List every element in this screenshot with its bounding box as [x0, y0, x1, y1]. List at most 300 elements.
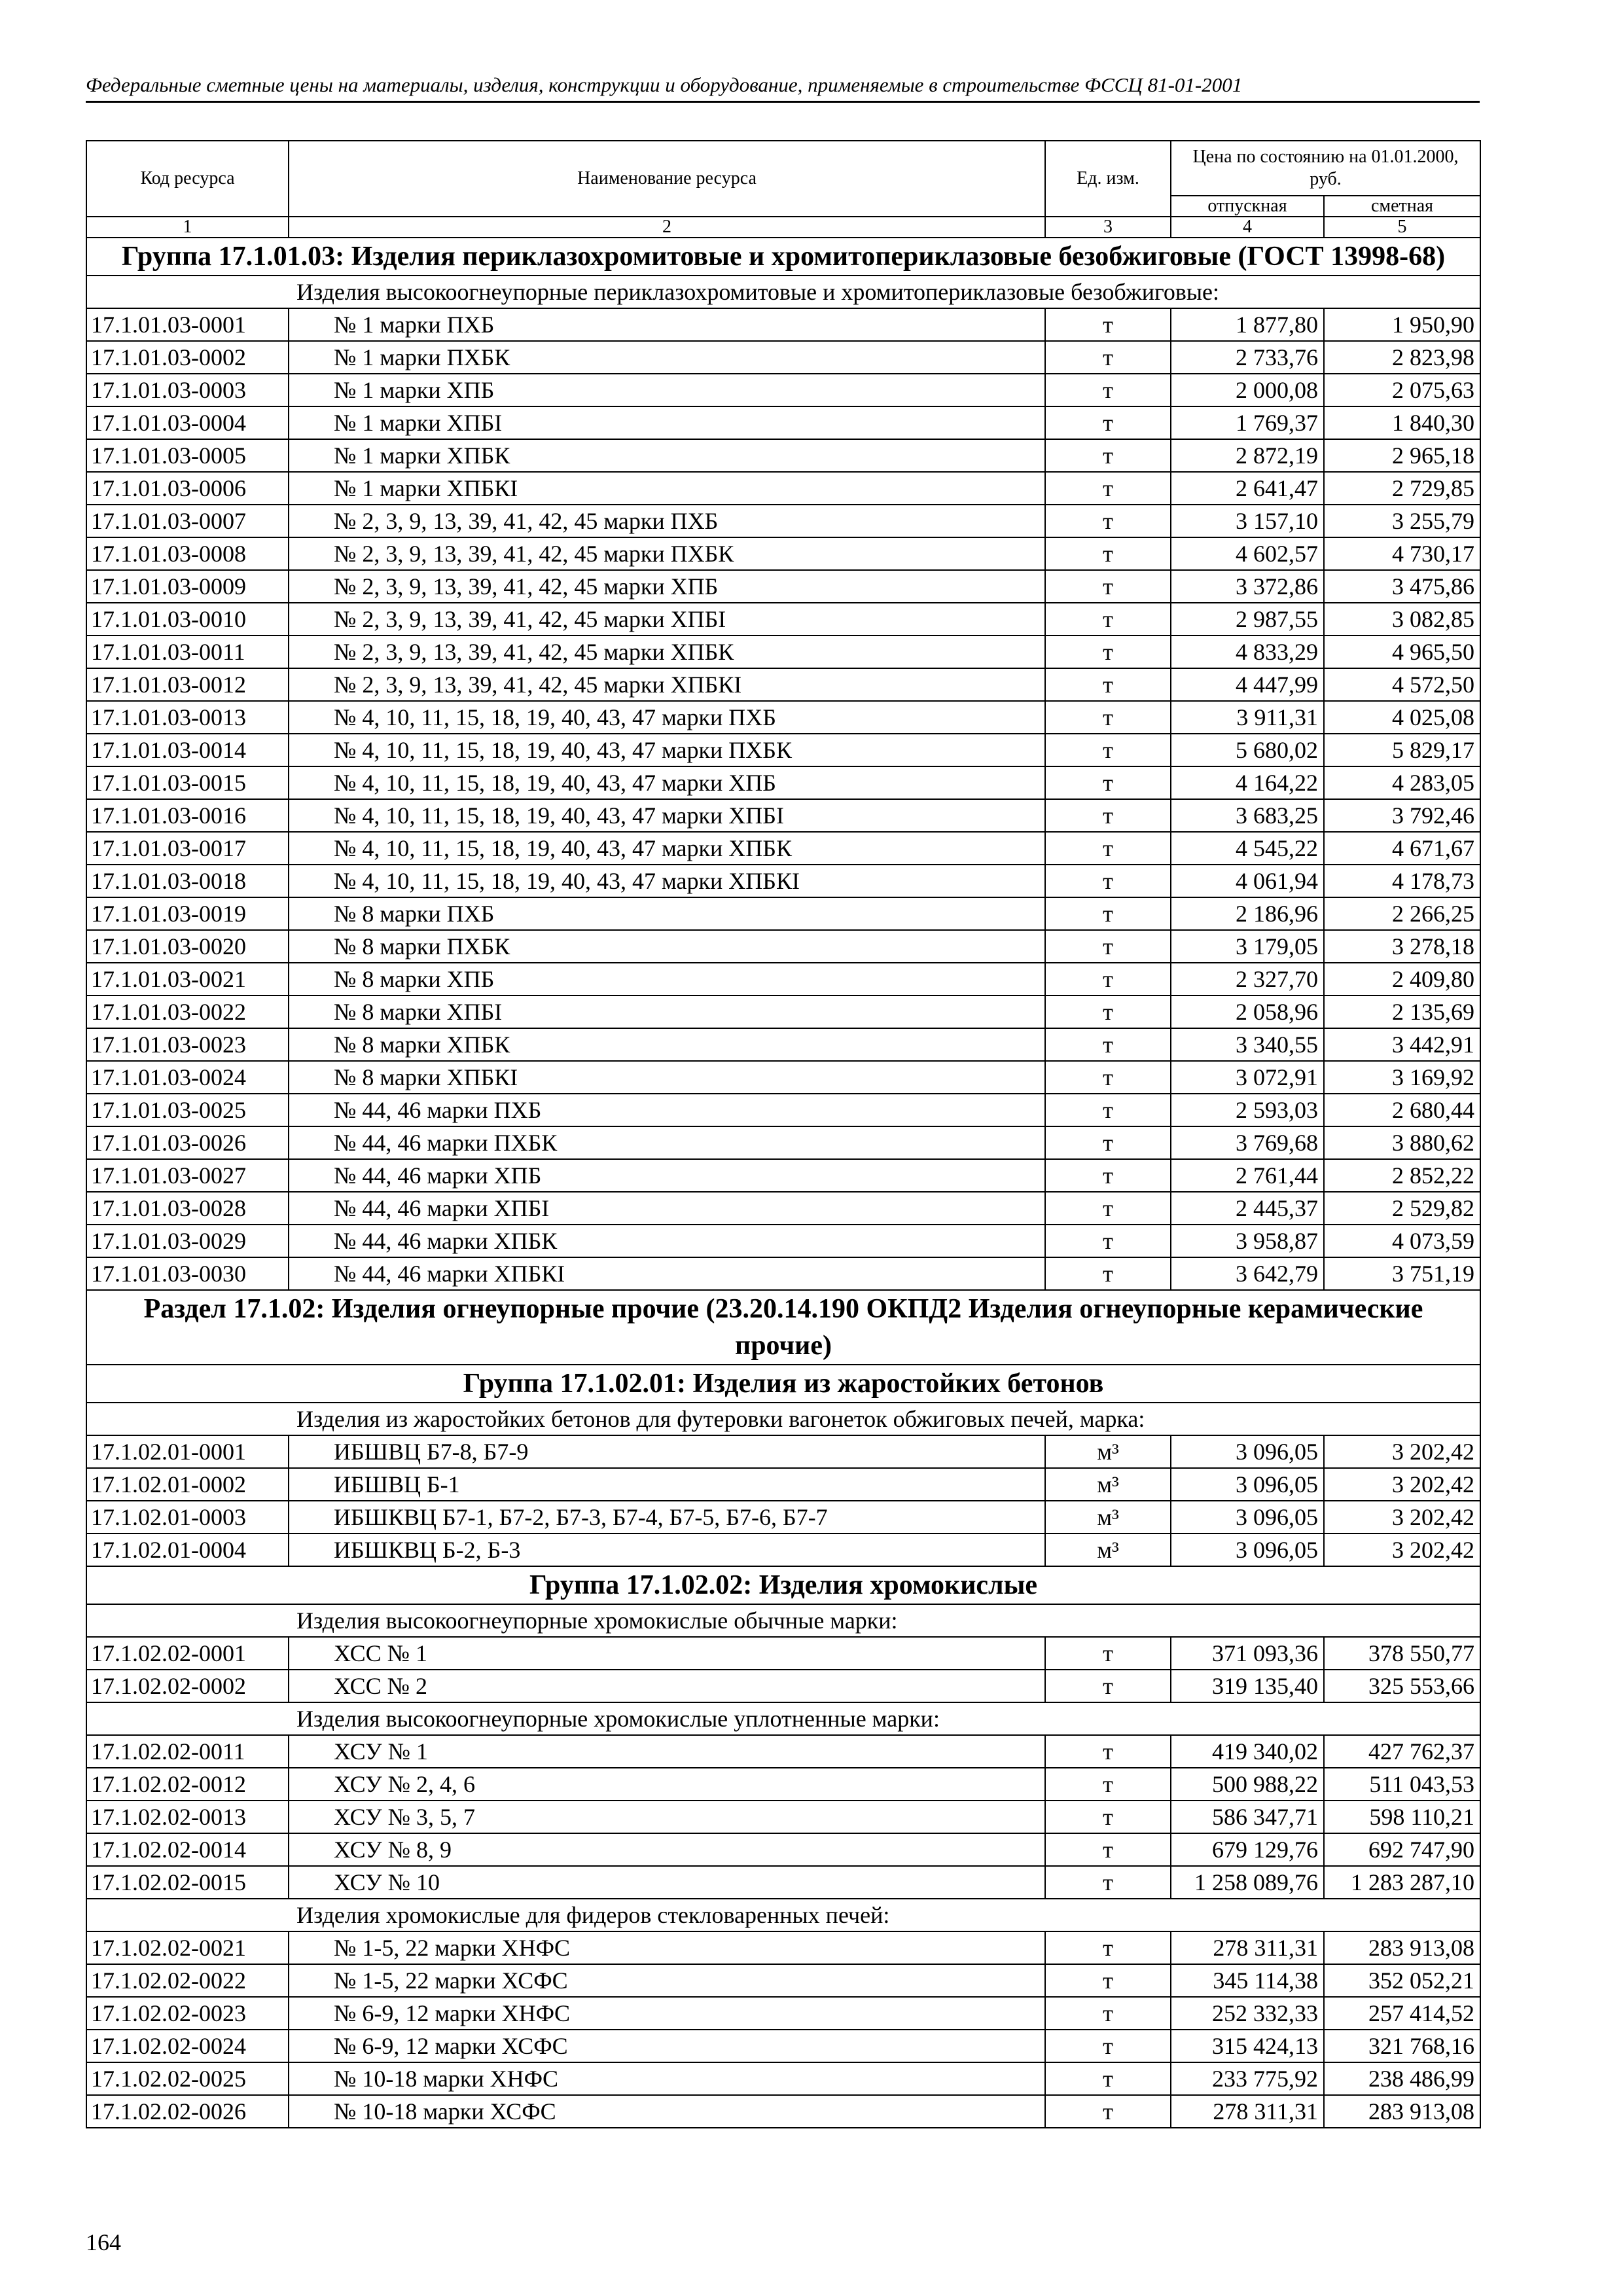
resource-code: 17.1.01.03-0018: [86, 865, 289, 897]
resource-code: 17.1.01.03-0005: [86, 439, 289, 472]
column-header-name: Наименование ресурса: [289, 141, 1045, 217]
resource-code: 17.1.01.03-0011: [86, 636, 289, 668]
unit: т: [1045, 832, 1171, 865]
unit: т: [1045, 1997, 1171, 2030]
estimate-price: 325 553,66: [1324, 1670, 1480, 1702]
release-price: 2 186,96: [1171, 897, 1324, 930]
unit: т: [1045, 1833, 1171, 1866]
estimate-price: 4 730,17: [1324, 537, 1480, 570]
unit: т: [1045, 1257, 1171, 1290]
release-price: 3 340,55: [1171, 1028, 1324, 1061]
resource-code: 17.1.01.03-0004: [86, 406, 289, 439]
resource-name: ХСС № 2: [289, 1670, 1045, 1702]
unit: т: [1045, 668, 1171, 701]
column-number: 5: [1324, 217, 1480, 238]
resource-name: № 6-9, 12 марки ХСФС: [289, 2030, 1045, 2062]
subheading-row: [86, 1899, 1480, 1931]
table-row: [86, 505, 1480, 537]
resource-code: 17.1.01.03-0012: [86, 668, 289, 701]
table-row: [86, 1637, 1480, 1670]
estimate-price: 3 751,19: [1324, 1257, 1480, 1290]
unit: т: [1045, 1670, 1171, 1702]
resource-code: 17.1.02.02-0021: [86, 1931, 289, 1964]
estimate-price: 5 829,17: [1324, 734, 1480, 766]
resource-name: № 4, 10, 11, 15, 18, 19, 40, 43, 47 марки ПХБК: [289, 734, 1045, 766]
unit: т: [1045, 2062, 1171, 2095]
resource-code: 17.1.02.02-0001: [86, 1637, 289, 1670]
unit: т: [1045, 1866, 1171, 1899]
running-header: Федеральные сметные цены на материалы, изделия, конструкции и оборудование, применяемые в строительстве ФССЦ 81-01-2001: [86, 73, 1480, 103]
resource-code: 17.1.01.03-0003: [86, 374, 289, 406]
estimate-price: 4 572,50: [1324, 668, 1480, 701]
resource-code: 17.1.01.03-0029: [86, 1225, 289, 1257]
table-row: [86, 636, 1480, 668]
estimate-price: 2 409,80: [1324, 963, 1480, 996]
resource-name: № 44, 46 марки ХПБI: [289, 1192, 1045, 1225]
release-price: 3 179,05: [1171, 930, 1324, 963]
resource-code: 17.1.02.01-0002: [86, 1468, 289, 1501]
release-price: 4 545,22: [1171, 832, 1324, 865]
resource-code: 17.1.02.02-0023: [86, 1997, 289, 2030]
resource-name: № 10-18 марки ХНФС: [289, 2062, 1045, 2095]
estimate-price: 4 283,05: [1324, 766, 1480, 799]
subheading: Изделия высокоогнеупорные хромокислые обычные марки:: [86, 1604, 1480, 1637]
resource-code: 17.1.01.03-0027: [86, 1159, 289, 1192]
table-row: [86, 1670, 1480, 1702]
resource-name: № 44, 46 марки ХПБК: [289, 1225, 1045, 1257]
unit: т: [1045, 308, 1171, 341]
unit: м³: [1045, 1534, 1171, 1566]
resource-code: 17.1.02.02-0022: [86, 1964, 289, 1997]
resource-name: № 8 марки ХПБ: [289, 963, 1045, 996]
resource-code: 17.1.02.01-0003: [86, 1501, 289, 1534]
release-price: 2 593,03: [1171, 1094, 1324, 1126]
resource-name: № 4, 10, 11, 15, 18, 19, 40, 43, 47 марки ХПБ: [289, 766, 1045, 799]
resource-name: № 8 марки ХПБКI: [289, 1061, 1045, 1094]
estimate-price: 1 840,30: [1324, 406, 1480, 439]
estimate-price: 238 486,99: [1324, 2062, 1480, 2095]
estimate-price: 4 073,59: [1324, 1225, 1480, 1257]
release-price: 3 958,87: [1171, 1225, 1324, 1257]
estimate-price: 378 550,77: [1324, 1637, 1480, 1670]
resource-code: 17.1.01.03-0007: [86, 505, 289, 537]
resource-name: № 1-5, 22 марки ХНФС: [289, 1931, 1045, 1964]
estimate-price: 2 965,18: [1324, 439, 1480, 472]
table-row: [86, 308, 1480, 341]
resource-name: № 6-9, 12 марки ХНФС: [289, 1997, 1045, 2030]
release-price: 2 987,55: [1171, 603, 1324, 636]
unit: т: [1045, 537, 1171, 570]
unit: т: [1045, 930, 1171, 963]
table-row: [86, 2062, 1480, 2095]
resource-code: 17.1.01.03-0008: [86, 537, 289, 570]
resource-code: 17.1.02.02-0024: [86, 2030, 289, 2062]
resource-code: 17.1.01.03-0014: [86, 734, 289, 766]
group-heading-row: [86, 238, 1480, 276]
table-row: [86, 1866, 1480, 1899]
table-row: [86, 701, 1480, 734]
release-price: 2 872,19: [1171, 439, 1324, 472]
resource-code: 17.1.01.03-0021: [86, 963, 289, 996]
resource-name: № 44, 46 марки ХПБКI: [289, 1257, 1045, 1290]
estimate-price: 3 202,42: [1324, 1468, 1480, 1501]
release-price: 2 000,08: [1171, 374, 1324, 406]
table-row: [86, 1501, 1480, 1534]
unit: т: [1045, 963, 1171, 996]
unit: м³: [1045, 1501, 1171, 1534]
table-row: [86, 603, 1480, 636]
estimate-price: 1 950,90: [1324, 308, 1480, 341]
unit: т: [1045, 341, 1171, 374]
release-price: 2 733,76: [1171, 341, 1324, 374]
resource-name: № 1 марки ХПБ: [289, 374, 1045, 406]
unit: т: [1045, 1931, 1171, 1964]
table-row: [86, 570, 1480, 603]
release-price: 500 988,22: [1171, 1768, 1324, 1801]
resource-name: ИБШВЦ Б-1: [289, 1468, 1045, 1501]
column-number: 1: [86, 217, 289, 238]
unit: т: [1045, 439, 1171, 472]
subheading-row: [86, 1403, 1480, 1435]
resource-name: ХСУ № 1: [289, 1735, 1045, 1768]
unit: т: [1045, 636, 1171, 668]
resource-name: № 4, 10, 11, 15, 18, 19, 40, 43, 47 марки ХПБК: [289, 832, 1045, 865]
resource-name: № 44, 46 марки ПХБ: [289, 1094, 1045, 1126]
column-number: 2: [289, 217, 1045, 238]
estimate-price: 598 110,21: [1324, 1801, 1480, 1833]
resource-name: № 8 марки ХПБК: [289, 1028, 1045, 1061]
unit: т: [1045, 374, 1171, 406]
unit: т: [1045, 1159, 1171, 1192]
unit: т: [1045, 1126, 1171, 1159]
table-row: [86, 406, 1480, 439]
estimate-price: 352 052,21: [1324, 1964, 1480, 1997]
subheading: Изделия высокоогнеупорные хромокислые уплотненные марки:: [86, 1702, 1480, 1735]
resource-code: 17.1.01.03-0016: [86, 799, 289, 832]
table-row: [86, 341, 1480, 374]
resource-code: 17.1.02.02-0026: [86, 2095, 289, 2128]
table-row: [86, 1964, 1480, 1997]
resource-name: № 2, 3, 9, 13, 39, 41, 42, 45 марки ХПБК: [289, 636, 1045, 668]
resource-name: № 4, 10, 11, 15, 18, 19, 40, 43, 47 марки ХПБI: [289, 799, 1045, 832]
release-price: 2 445,37: [1171, 1192, 1324, 1225]
table-row: [86, 472, 1480, 505]
unit: т: [1045, 996, 1171, 1028]
resource-name: № 2, 3, 9, 13, 39, 41, 42, 45 марки ХПБКI: [289, 668, 1045, 701]
column-header-release-price: отпускная: [1171, 196, 1324, 217]
estimate-price: 3 442,91: [1324, 1028, 1480, 1061]
table-row: [86, 1735, 1480, 1768]
resource-name: № 4, 10, 11, 15, 18, 19, 40, 43, 47 марки ХПБКI: [289, 865, 1045, 897]
column-header-code: Код ресурса: [86, 141, 289, 217]
estimate-price: 3 202,42: [1324, 1534, 1480, 1566]
unit: т: [1045, 1637, 1171, 1670]
release-price: 1 769,37: [1171, 406, 1324, 439]
release-price: 4 447,99: [1171, 668, 1324, 701]
group-heading: Группа 17.1.02.01: Изделия из жаростойких бетонов: [86, 1365, 1480, 1403]
resource-name: ИБШКВЦ Б7-1, Б7-2, Б7-3, Б7-4, Б7-5, Б7-6, Б7-7: [289, 1501, 1045, 1534]
estimate-price: 3 169,92: [1324, 1061, 1480, 1094]
table-row: [86, 2030, 1480, 2062]
unit: т: [1045, 1801, 1171, 1833]
release-price: 586 347,71: [1171, 1801, 1324, 1833]
resource-code: 17.1.01.03-0015: [86, 766, 289, 799]
unit: т: [1045, 1768, 1171, 1801]
group-heading-row: [86, 1290, 1480, 1365]
subheading: Изделия из жаростойких бетонов для футеровки вагонеток обжиговых печей, марка:: [86, 1403, 1480, 1435]
subheading-row: [86, 276, 1480, 308]
unit: т: [1045, 1061, 1171, 1094]
release-price: 2 058,96: [1171, 996, 1324, 1028]
table-row: [86, 734, 1480, 766]
release-price: 252 332,33: [1171, 1997, 1324, 2030]
table-row: [86, 1094, 1480, 1126]
release-price: 3 096,05: [1171, 1501, 1324, 1534]
unit: т: [1045, 603, 1171, 636]
resource-name: № 1 марки ХПБI: [289, 406, 1045, 439]
release-price: 3 769,68: [1171, 1126, 1324, 1159]
unit: т: [1045, 799, 1171, 832]
release-price: 4 061,94: [1171, 865, 1324, 897]
column-header-price: Цена по состоянию на 01.01.2000, руб.: [1171, 141, 1480, 196]
resource-code: 17.1.01.03-0002: [86, 341, 289, 374]
table-row: [86, 1126, 1480, 1159]
resource-name: № 8 марки ПХБ: [289, 897, 1045, 930]
resource-name: № 4, 10, 11, 15, 18, 19, 40, 43, 47 марки ПХБ: [289, 701, 1045, 734]
unit: т: [1045, 1225, 1171, 1257]
resource-code: 17.1.02.01-0001: [86, 1435, 289, 1468]
unit: т: [1045, 1735, 1171, 1768]
resource-name: № 44, 46 марки ХПБ: [289, 1159, 1045, 1192]
resource-code: 17.1.01.03-0006: [86, 472, 289, 505]
unit: т: [1045, 1192, 1171, 1225]
resource-name: ХСУ № 8, 9: [289, 1833, 1045, 1866]
resource-code: 17.1.01.03-0020: [86, 930, 289, 963]
resource-name: № 10-18 марки ХСФС: [289, 2095, 1045, 2128]
estimate-price: 321 768,16: [1324, 2030, 1480, 2062]
resource-code: 17.1.01.03-0023: [86, 1028, 289, 1061]
release-price: 419 340,02: [1171, 1735, 1324, 1768]
resource-name: № 8 марки ХПБI: [289, 996, 1045, 1028]
group-heading: Раздел 17.1.02: Изделия огнеупорные прочие (23.20.14.190 ОКПД2 Изделия огнеупорные керамические прочие): [86, 1290, 1480, 1365]
resource-name: ХСС № 1: [289, 1637, 1045, 1670]
group-heading: Группа 17.1.02.02: Изделия хромокислые: [86, 1566, 1480, 1604]
unit: т: [1045, 406, 1171, 439]
estimate-price: 2 075,63: [1324, 374, 1480, 406]
estimate-price: 3 082,85: [1324, 603, 1480, 636]
estimate-price: 2 266,25: [1324, 897, 1480, 930]
release-price: 3 072,91: [1171, 1061, 1324, 1094]
resource-name: № 1 марки ХПБКI: [289, 472, 1045, 505]
estimate-price: 2 823,98: [1324, 341, 1480, 374]
column-number: 4: [1171, 217, 1324, 238]
estimate-price: 3 792,46: [1324, 799, 1480, 832]
resource-code: 17.1.01.03-0017: [86, 832, 289, 865]
release-price: 319 135,40: [1171, 1670, 1324, 1702]
group-heading: Группа 17.1.01.03: Изделия периклазохромитовые и хромитопериклазовые безобжиговые (ГОСТ 13998-68): [86, 238, 1480, 276]
resource-name: ХСУ № 2, 4, 6: [289, 1768, 1045, 1801]
resource-code: 17.1.01.03-0009: [86, 570, 289, 603]
estimate-price: 4 025,08: [1324, 701, 1480, 734]
resource-name: ИБШКВЦ Б-2, Б-3: [289, 1534, 1045, 1566]
table-row: [86, 1997, 1480, 2030]
table-row: [86, 1192, 1480, 1225]
subheading-row: [86, 1702, 1480, 1735]
table-row: [86, 1225, 1480, 1257]
resource-name: № 1 марки ХПБК: [289, 439, 1045, 472]
resource-code: 17.1.02.02-0014: [86, 1833, 289, 1866]
resource-name: № 2, 3, 9, 13, 39, 41, 42, 45 марки ХПБ: [289, 570, 1045, 603]
unit: т: [1045, 1028, 1171, 1061]
resource-code: 17.1.01.03-0024: [86, 1061, 289, 1094]
release-price: 3 683,25: [1171, 799, 1324, 832]
estimate-price: 3 475,86: [1324, 570, 1480, 603]
resource-name: № 1 марки ПХБ: [289, 308, 1045, 341]
resource-code: 17.1.01.03-0026: [86, 1126, 289, 1159]
resource-code: 17.1.02.02-0012: [86, 1768, 289, 1801]
release-price: 3 372,86: [1171, 570, 1324, 603]
unit: т: [1045, 701, 1171, 734]
unit: т: [1045, 2030, 1171, 2062]
estimate-price: 1 283 287,10: [1324, 1866, 1480, 1899]
table-row: [86, 1931, 1480, 1964]
release-price: 315 424,13: [1171, 2030, 1324, 2062]
estimate-price: 427 762,37: [1324, 1735, 1480, 1768]
release-price: 1 877,80: [1171, 308, 1324, 341]
estimate-price: 3 202,42: [1324, 1501, 1480, 1534]
price-table: [86, 140, 1481, 2128]
resource-code: 17.1.01.03-0019: [86, 897, 289, 930]
group-heading-row: [86, 1365, 1480, 1403]
table-row: [86, 996, 1480, 1028]
column-number: 3: [1045, 217, 1171, 238]
table-row: [86, 1257, 1480, 1290]
estimate-price: 511 043,53: [1324, 1768, 1480, 1801]
resource-code: 17.1.01.03-0025: [86, 1094, 289, 1126]
subheading: Изделия высокоогнеупорные периклазохромитовые и хромитопериклазовые безобжиговые:: [86, 276, 1480, 308]
table-row: [86, 1061, 1480, 1094]
resource-code: 17.1.02.01-0004: [86, 1534, 289, 1566]
resource-name: № 1 марки ПХБК: [289, 341, 1045, 374]
table-body: [86, 238, 1480, 2128]
estimate-price: 3 202,42: [1324, 1435, 1480, 1468]
resource-name: № 2, 3, 9, 13, 39, 41, 42, 45 марки ХПБI: [289, 603, 1045, 636]
estimate-price: 2 529,82: [1324, 1192, 1480, 1225]
group-heading-row: [86, 1566, 1480, 1604]
resource-name: ХСУ № 10: [289, 1866, 1045, 1899]
release-price: 345 114,38: [1171, 1964, 1324, 1997]
estimate-price: 2 729,85: [1324, 472, 1480, 505]
estimate-price: 4 671,67: [1324, 832, 1480, 865]
resource-code: 17.1.01.03-0010: [86, 603, 289, 636]
table-row: [86, 832, 1480, 865]
resource-code: 17.1.01.03-0030: [86, 1257, 289, 1290]
release-price: 1 258 089,76: [1171, 1866, 1324, 1899]
release-price: 278 311,31: [1171, 1931, 1324, 1964]
resource-code: 17.1.02.02-0011: [86, 1735, 289, 1768]
estimate-price: 283 913,08: [1324, 2095, 1480, 2128]
release-price: 3 096,05: [1171, 1534, 1324, 1566]
table-row: [86, 799, 1480, 832]
estimate-price: 3 255,79: [1324, 505, 1480, 537]
page-number: 164: [86, 2229, 121, 2255]
estimate-price: 257 414,52: [1324, 1997, 1480, 2030]
table-row: [86, 439, 1480, 472]
estimate-price: 3 278,18: [1324, 930, 1480, 963]
resource-code: 17.1.01.03-0013: [86, 701, 289, 734]
estimate-price: 3 880,62: [1324, 1126, 1480, 1159]
release-price: 233 775,92: [1171, 2062, 1324, 2095]
release-price: 2 641,47: [1171, 472, 1324, 505]
unit: т: [1045, 472, 1171, 505]
table-row: [86, 537, 1480, 570]
release-price: 679 129,76: [1171, 1833, 1324, 1866]
column-header-unit: Ед. изм.: [1045, 141, 1171, 217]
unit: т: [1045, 1094, 1171, 1126]
resource-name: № 44, 46 марки ПХБК: [289, 1126, 1045, 1159]
estimate-price: 4 178,73: [1324, 865, 1480, 897]
table-row: [86, 1801, 1480, 1833]
unit: т: [1045, 734, 1171, 766]
unit: т: [1045, 766, 1171, 799]
table-row: [86, 963, 1480, 996]
release-price: 2 327,70: [1171, 963, 1324, 996]
resource-name: № 2, 3, 9, 13, 39, 41, 42, 45 марки ПХБ: [289, 505, 1045, 537]
subheading-row: [86, 1604, 1480, 1637]
resource-name: ИБШВЦ Б7-8, Б7-9: [289, 1435, 1045, 1468]
resource-name: № 1-5, 22 марки ХСФС: [289, 1964, 1045, 1997]
table-row: [86, 374, 1480, 406]
table-row: [86, 2095, 1480, 2128]
release-price: 278 311,31: [1171, 2095, 1324, 2128]
release-price: 4 833,29: [1171, 636, 1324, 668]
table-row: [86, 1159, 1480, 1192]
unit: т: [1045, 505, 1171, 537]
release-price: 371 093,36: [1171, 1637, 1324, 1670]
table-row: [86, 930, 1480, 963]
unit: т: [1045, 570, 1171, 603]
resource-name: № 2, 3, 9, 13, 39, 41, 42, 45 марки ПХБК: [289, 537, 1045, 570]
unit: м³: [1045, 1468, 1171, 1501]
table-row: [86, 1468, 1480, 1501]
table-row: [86, 1768, 1480, 1801]
resource-name: ХСУ № 3, 5, 7: [289, 1801, 1045, 1833]
table-row: [86, 897, 1480, 930]
unit: т: [1045, 1964, 1171, 1997]
table-row: [86, 668, 1480, 701]
release-price: 3 642,79: [1171, 1257, 1324, 1290]
table-row: [86, 865, 1480, 897]
column-header-estimate-price: сметная: [1324, 196, 1480, 217]
table-row: [86, 1435, 1480, 1468]
release-price: 3 911,31: [1171, 701, 1324, 734]
resource-code: 17.1.02.02-0015: [86, 1866, 289, 1899]
unit: т: [1045, 897, 1171, 930]
table-row: [86, 766, 1480, 799]
resource-name: № 8 марки ПХБК: [289, 930, 1045, 963]
table-row: [86, 1534, 1480, 1566]
release-price: 2 761,44: [1171, 1159, 1324, 1192]
unit: м³: [1045, 1435, 1171, 1468]
resource-code: 17.1.01.03-0001: [86, 308, 289, 341]
resource-code: 17.1.02.02-0013: [86, 1801, 289, 1833]
unit: т: [1045, 865, 1171, 897]
release-price: 4 164,22: [1171, 766, 1324, 799]
table-row: [86, 1028, 1480, 1061]
estimate-price: 2 680,44: [1324, 1094, 1480, 1126]
release-price: 3 096,05: [1171, 1435, 1324, 1468]
estimate-price: 283 913,08: [1324, 1931, 1480, 1964]
